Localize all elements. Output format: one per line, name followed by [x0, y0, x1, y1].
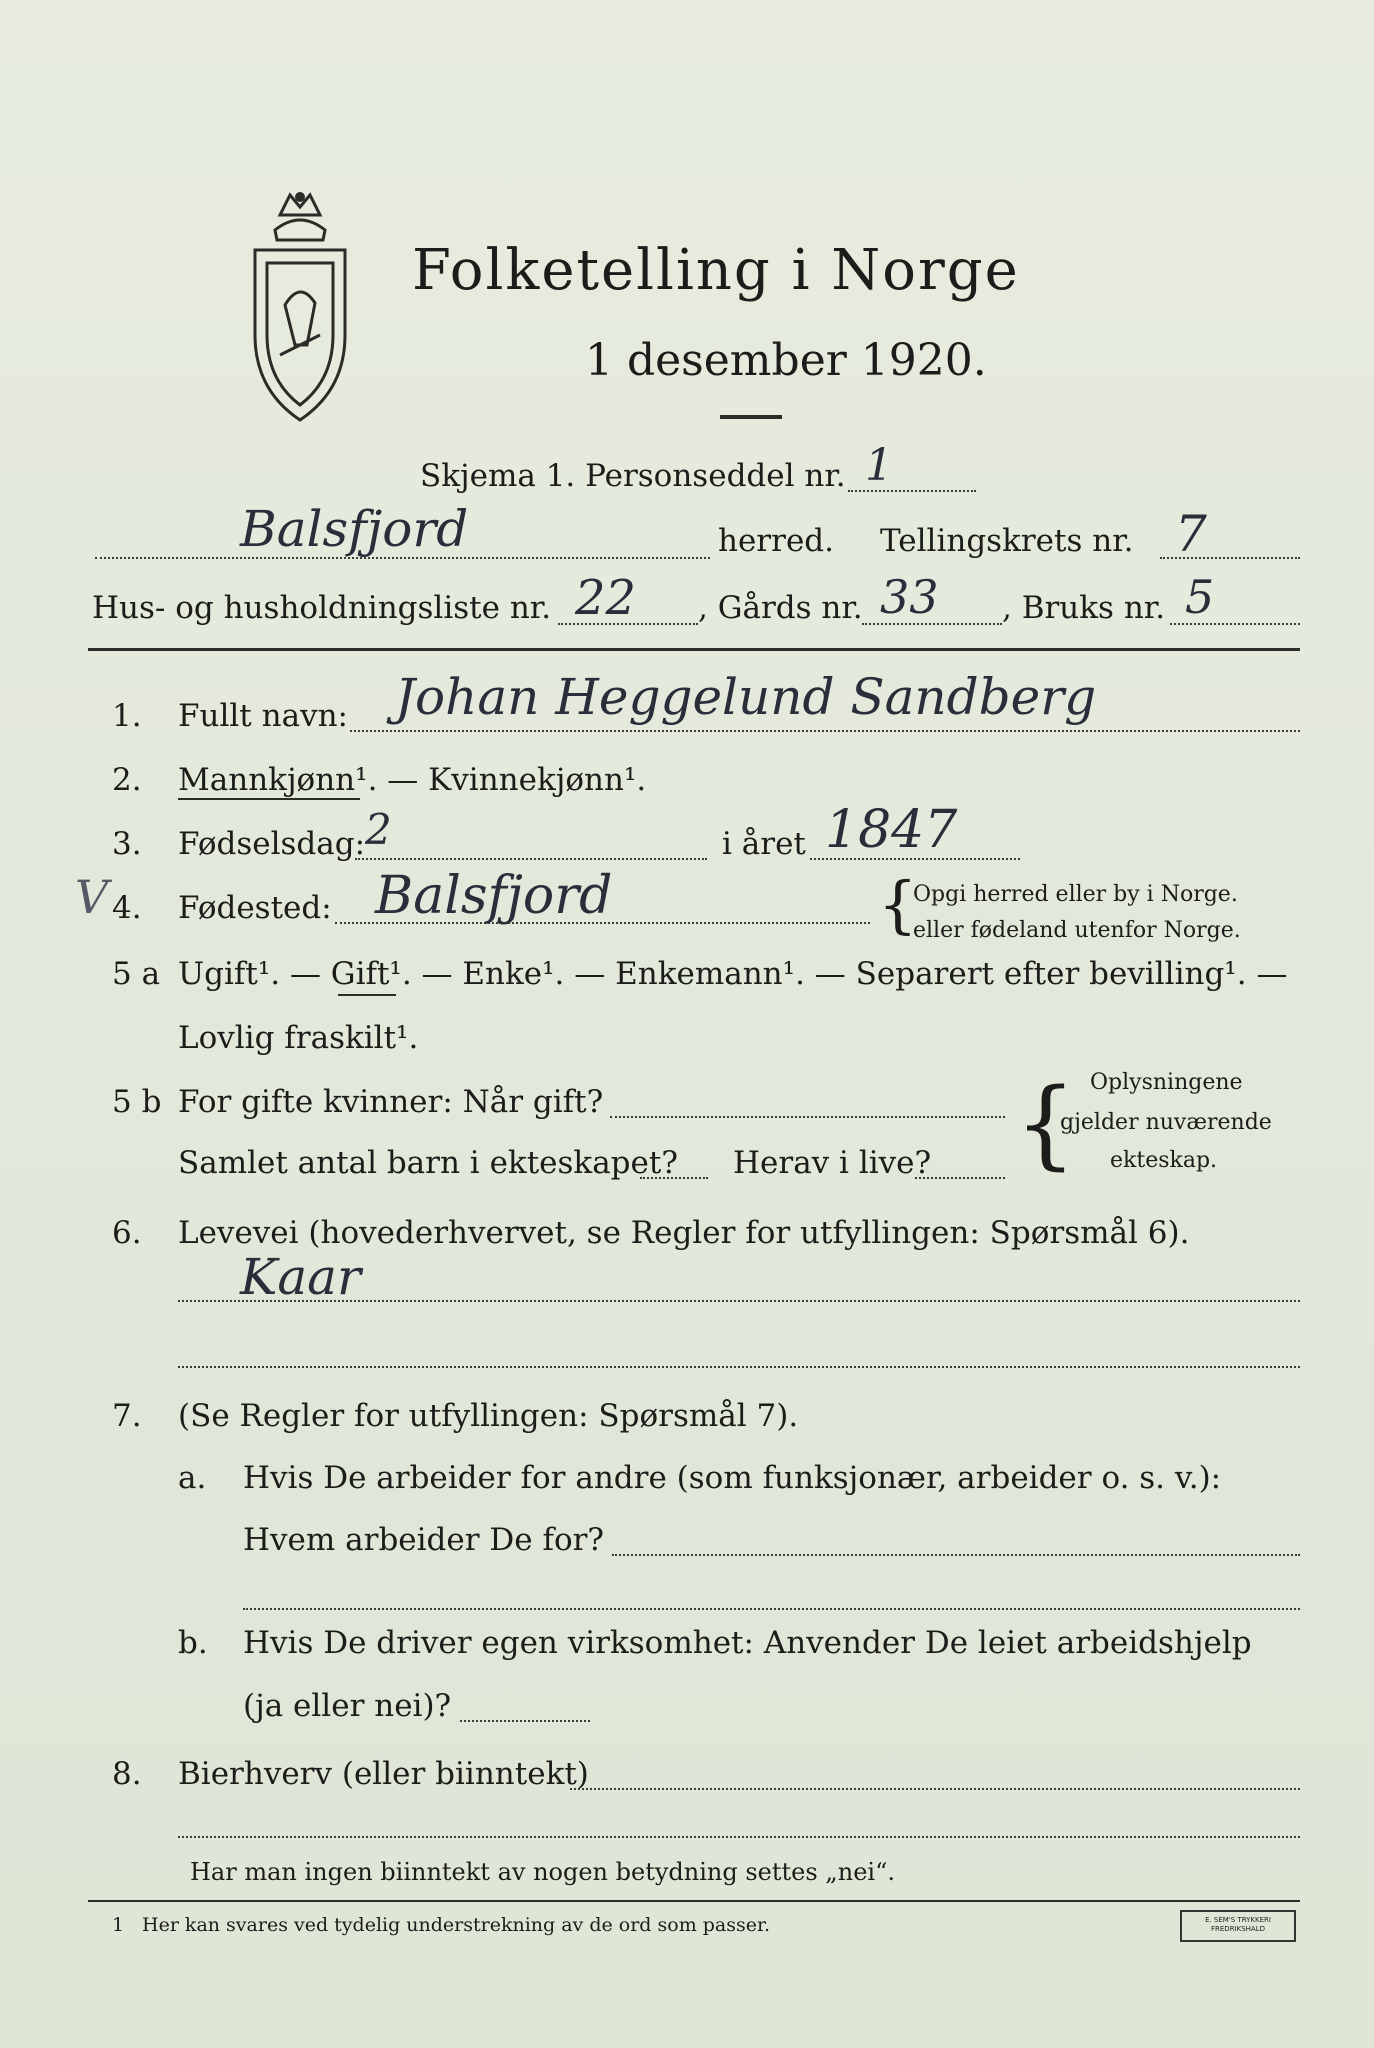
q8-number: 8.	[112, 1756, 142, 1792]
q1-value: Johan Heggelund Sandberg	[395, 668, 1097, 726]
q2-text: Mannkjønn¹. — Kvinnekjønn¹.	[178, 762, 647, 798]
gards-value: 33	[880, 570, 939, 624]
q5a-text: Ugift¹. — Gift¹. — Enke¹. — Enkemann¹. — Separert efter bevilling¹. —	[178, 956, 1288, 992]
q3-value: 2	[365, 805, 392, 854]
q6-line-2	[178, 1366, 1300, 1368]
q3-number: 3.	[112, 826, 142, 862]
skjema-value: 1	[865, 440, 893, 491]
herred-label: herred.	[718, 523, 834, 559]
printer-stamp: E. SEM'S TRYKKERI FREDRIKSHALD	[1180, 1910, 1296, 1942]
q2-number: 2.	[112, 762, 142, 798]
q4-note-1: Opgi herred eller by i Norge.	[913, 882, 1238, 907]
q7b-text: Hvis De driver egen virksomhet: Anvender De leiet arbeidshjelp	[243, 1625, 1252, 1661]
q4-number: 4.	[112, 890, 142, 926]
q7a-line-1	[612, 1554, 1300, 1556]
q3-year-label: i året	[722, 826, 806, 862]
margin-mark: V	[75, 870, 109, 924]
q1-number: 1.	[112, 698, 142, 734]
q8-text: Bierhverv (eller biinntekt)	[178, 1756, 589, 1792]
q2-underline	[178, 798, 360, 800]
q4-note-2: eller fødeland utenfor Norge.	[913, 918, 1241, 943]
q7a-line-2	[243, 1608, 1300, 1610]
q3-year-value: 1847	[825, 800, 958, 860]
footnote-number: 1	[112, 1914, 125, 1936]
herred-value: Balsfjord	[240, 500, 469, 558]
form-title: Folketelling i Norge	[412, 238, 1020, 303]
husliste-value: 22	[575, 570, 637, 626]
q7-number: 7.	[112, 1398, 142, 1434]
q5b-note-3: ekteskap.	[1110, 1148, 1218, 1173]
q5b-line-3	[915, 1177, 1005, 1179]
q6-value: Kaar	[240, 1248, 361, 1306]
q5b-note-1: Oplysningene	[1090, 1070, 1243, 1095]
q4-value: Balsfjord	[375, 866, 613, 926]
q5b-brace: {	[1015, 1068, 1077, 1180]
q4-label: Fødested:	[178, 890, 332, 926]
q1-label: Fullt navn:	[178, 698, 348, 734]
q7a-text-2: Hvem arbeider De for?	[243, 1522, 605, 1558]
q6-number: 6.	[112, 1215, 142, 1251]
q5b-line-2	[640, 1177, 708, 1179]
q5a-underline	[338, 994, 396, 996]
header-rule	[88, 648, 1300, 651]
q5b-line-1	[610, 1116, 1005, 1118]
q6-text: Levevei (hovederhvervet, se Regler for utfyllingen: Spørsmål 6).	[178, 1215, 1190, 1251]
census-date: 1 desember 1920.	[585, 335, 987, 386]
q5b-note-2: gjelder nuværende	[1060, 1110, 1272, 1135]
gards-label: , Gårds nr.	[698, 590, 863, 626]
q5b-number: 5 b	[112, 1084, 162, 1120]
q8-line-1	[570, 1788, 1300, 1790]
q4-brace: {	[878, 868, 918, 941]
q7b-line	[460, 1720, 590, 1722]
tellingskrets-value: 7	[1175, 505, 1207, 563]
skjema-label: Skjema 1. Personseddel nr.	[420, 458, 846, 494]
q8-line-2	[178, 1836, 1300, 1838]
q5b-label-1: For gifte kvinner: Når gift?	[178, 1084, 604, 1120]
q7b-letter: b.	[178, 1625, 208, 1661]
q3-line	[355, 858, 707, 860]
q3-label: Fødselsdag:	[178, 826, 366, 862]
q7a-letter: a.	[178, 1460, 207, 1496]
q5b-label-2: Samlet antal barn i ekteskapet?	[178, 1145, 678, 1181]
q5a-number: 5 a	[112, 956, 161, 992]
q7b-text-2: (ja eller nei)?	[243, 1688, 452, 1724]
q1-line	[350, 730, 1300, 732]
q8-note: Har man ingen biinntekt av nogen betydning settes „nei“.	[190, 1858, 895, 1886]
q7a-text: Hvis De arbeider for andre (som funksjonær, arbeider o. s. v.):	[243, 1460, 1222, 1496]
title-divider	[720, 415, 782, 419]
bruks-label: , Bruks nr.	[1002, 590, 1166, 626]
husliste-label: Hus- og husholdningsliste nr.	[92, 590, 552, 626]
q7-text: (Se Regler for utfyllingen: Spørsmål 7).	[178, 1398, 799, 1434]
footnote-rule	[88, 1900, 1300, 1902]
q6-line-1	[178, 1300, 1300, 1302]
bruks-value: 5	[1185, 570, 1215, 624]
tellingskrets-label: Tellingskrets nr.	[880, 523, 1134, 559]
q5a-text-2: Lovlig fraskilt¹.	[178, 1020, 419, 1056]
q5b-label-3: Herav i live?	[733, 1145, 932, 1181]
footnote-text: Her kan svares ved tydelig understrekning av de ord som passer.	[142, 1914, 771, 1936]
coat-of-arms-icon	[245, 185, 355, 430]
